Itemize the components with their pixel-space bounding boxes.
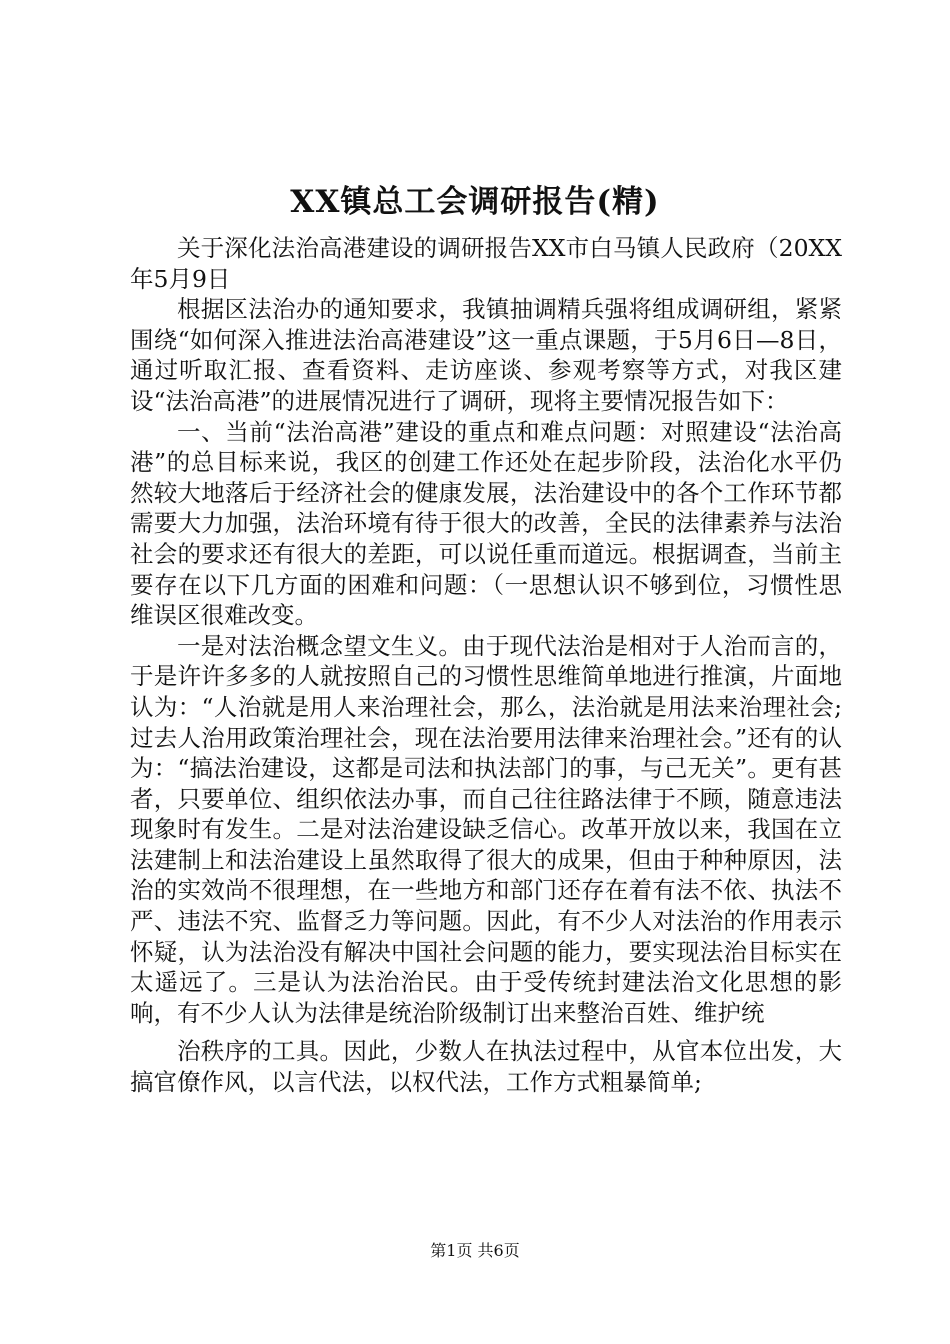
paragraph-issues: 一是对法治概念望文生义。由于现代法治是相对于人治而言的，于是许许多多的人就按照自己的习惯性思维简单地进行推演，片面地认为：“人治就是用人来治理社会，那么，法治就是用法来治理社会;过去人治用政策治理社会，现在法治要用法律来治理社会。”还有的认为：“搞法治建设，这都是司法和执法部门的事，与己无关”。更有甚者，只要单位、组织依法办事，而自己往往路法律于不顾，随意违法现象时有发生。二是对法治建设缺乏信心。改革开放以来，我国在立法建制上和法治建设上虽然取得了很大的成果，但由于种种原因，法治的实效尚不很理想，在一些地方和部门还存在着有法不依、执法不严、违法不究、监督乏力等问题。因此，有不少人对法治的作用表示怀疑，认为法治没有解决中国社会问题的能力，要实现法治目标实在太遥远了。三是认为法治治民。由于受传统封建法治文化思想的影响，有不少人认为法律是统治阶级制订出来整治百姓、维护统	[130, 631, 842, 1027]
paragraph-continuation: 治秩序的工具。因此，少数人在执法过程中，从官本位出发，大搞官僚作风，以言代法，以权代法，工作方式粗暴简单;	[130, 1037, 842, 1097]
paragraph-background: 根据区法治办的通知要求，我镇抽调精兵强将组成调研组，紧紧围绕“如何深入推进法治高港建设”这一重点课题，于5月6日—8日，通过听取汇报、查看资料、走访座谈、参观考察等方式，对我区建设“法治高港”的进展情况进行了调研，现将主要情况报告如下：	[130, 295, 842, 415]
document-title: XX镇总工会调研报告(精)	[290, 184, 660, 220]
paragraph-section-one: 一、当前“法治高港”建设的重点和难点问题：对照建设“法治高港”的总目标来说，我区的创建工作还处在起步阶段，法治化水平仍然较大地落后于经济社会的健康发展，法治建设中的各个工作环节都需要大力加强，法治环境有待于很大的改善，全民的法律素养与法治社会的要求还有很大的差距，可以说任重而道远。根据调查，当前主要存在以下几方面的困难和问题：（一思想认识不够到位，习惯性思维误区很难改变。	[130, 417, 842, 630]
document-body	[130, 233, 842, 1098]
paragraph-intro: 关于深化法治高港建设的调研报告XX市白马镇人民政府（20XX年5月9日	[130, 234, 842, 293]
page-number-footer: 第1页 共6页	[430, 1241, 520, 1260]
